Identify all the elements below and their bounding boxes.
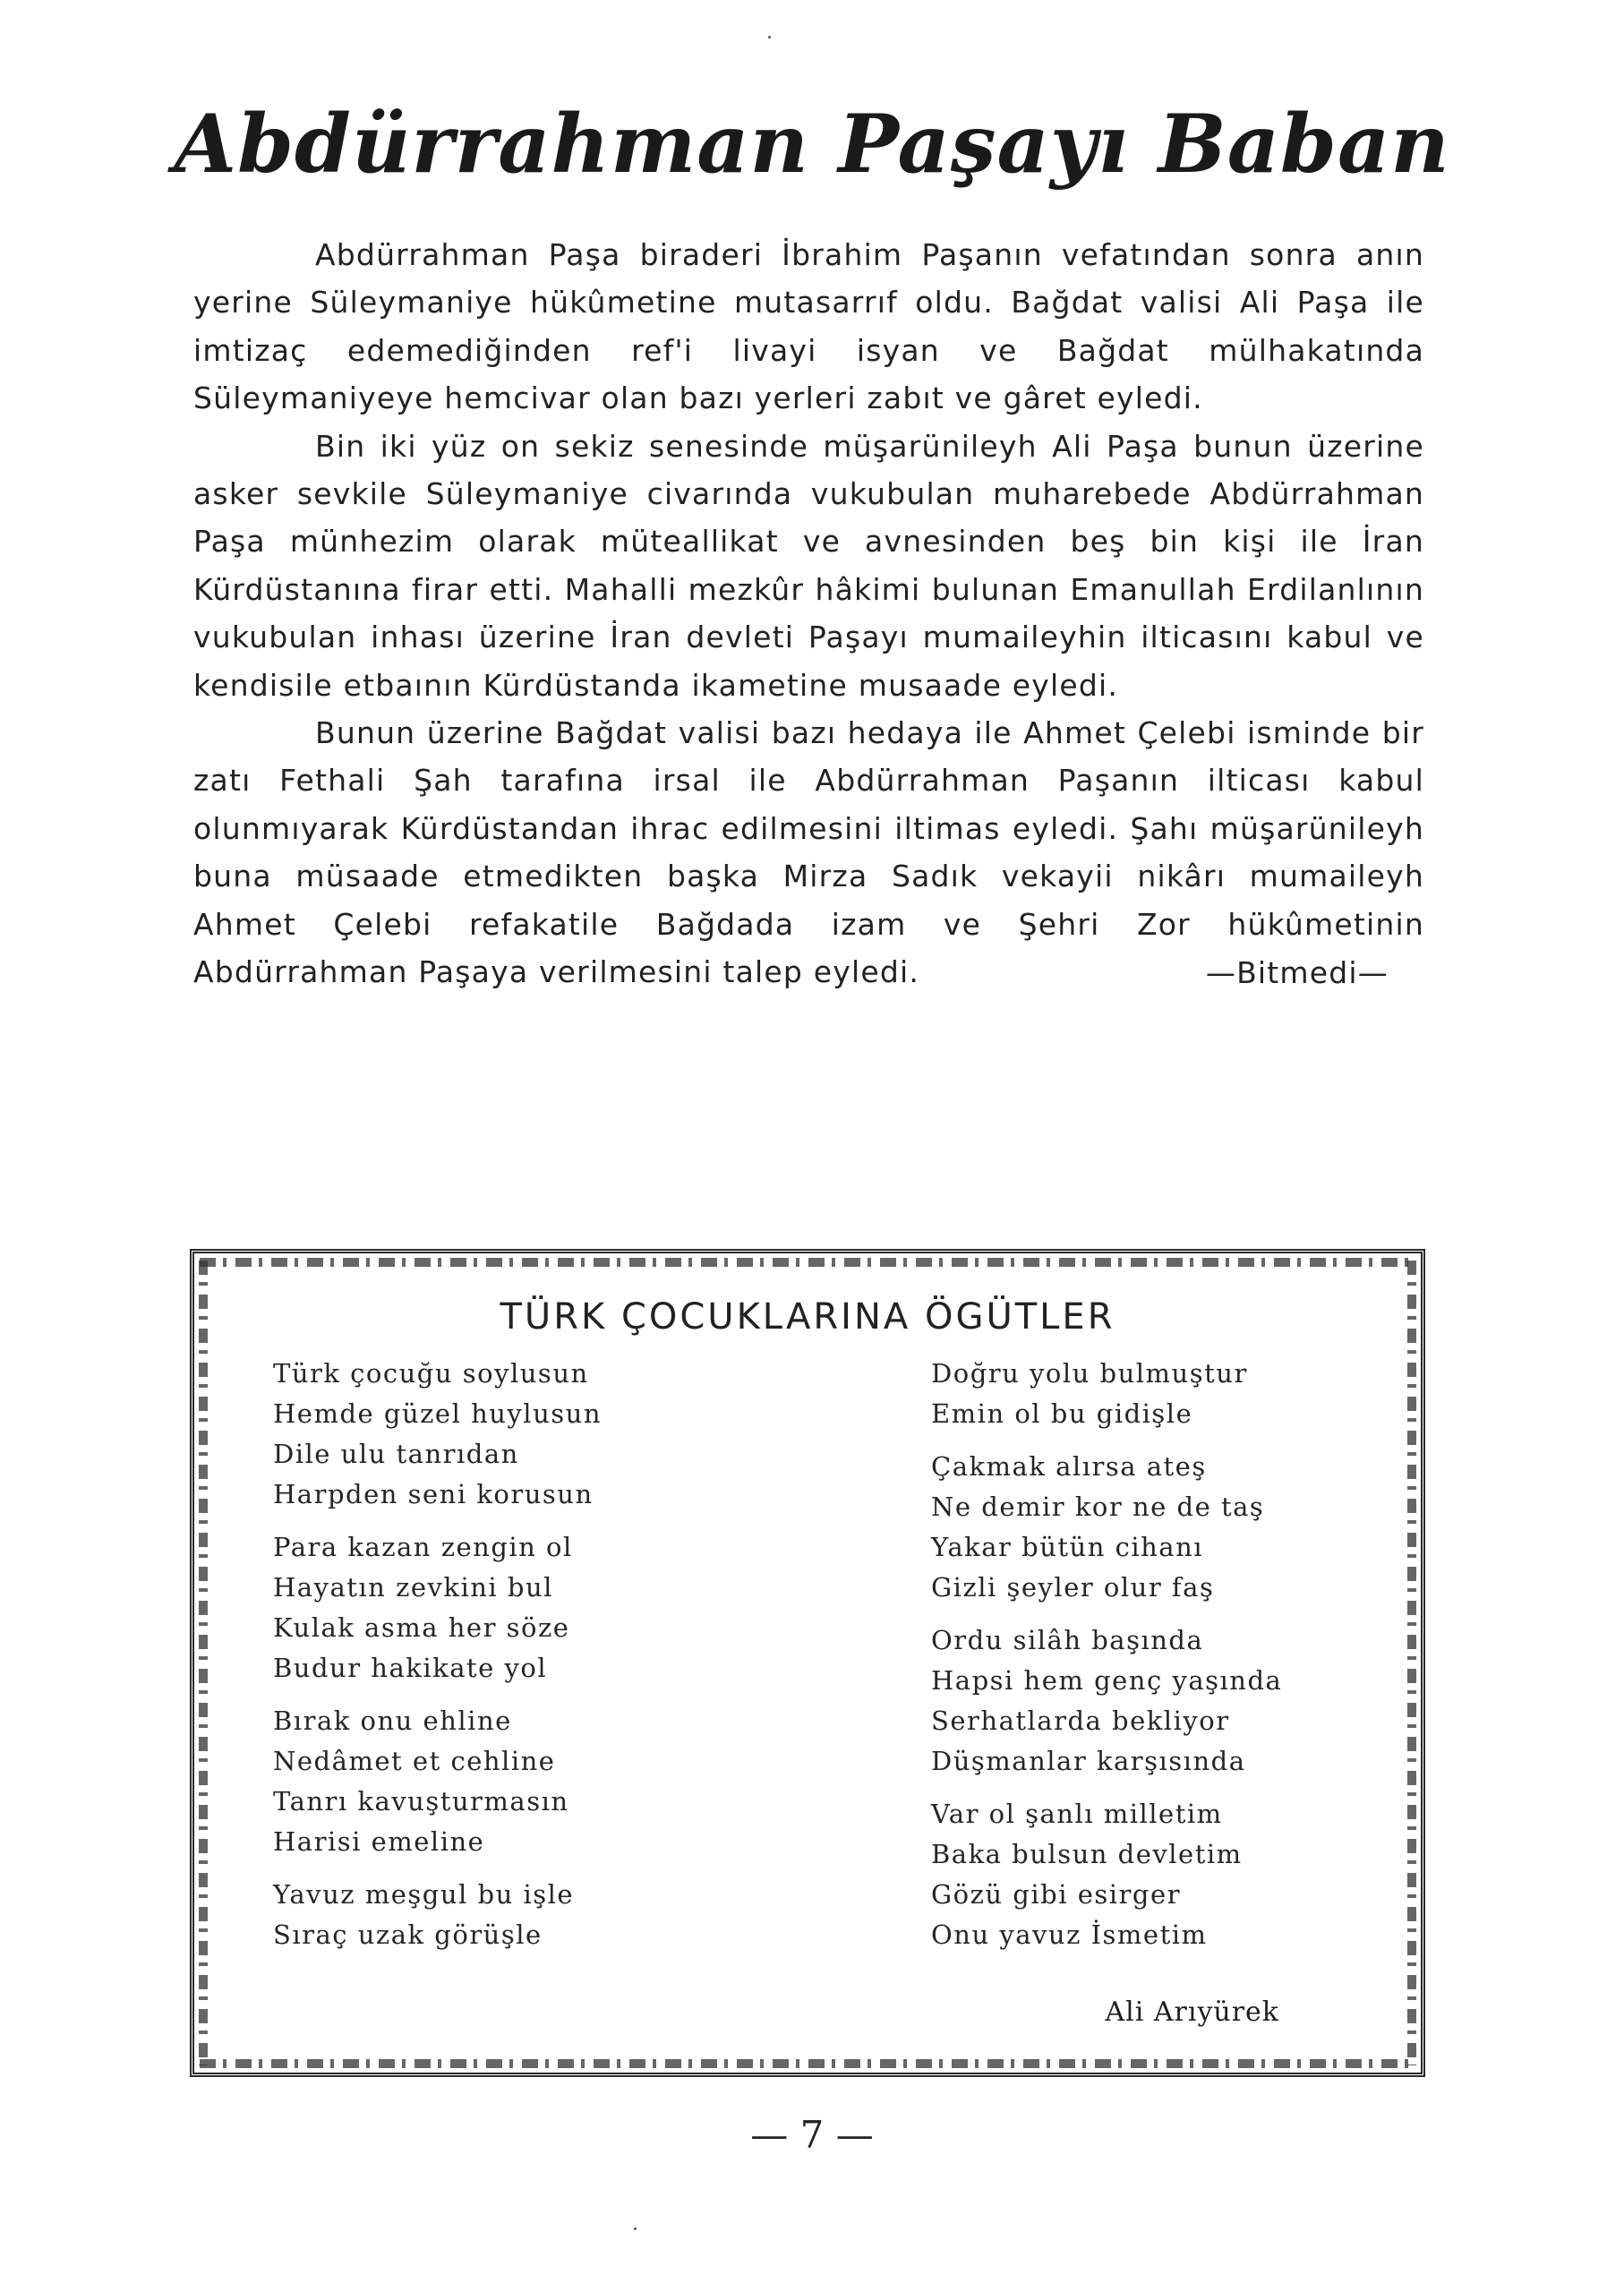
poem-line: Hayatın zevkini bul	[273, 1572, 553, 1603]
poem-line: Gizli şeyler olur faş	[931, 1572, 1215, 1603]
poem-line: Bırak onu ehline	[273, 1706, 512, 1736]
poem-stanza	[931, 1794, 1397, 1955]
poem-line: Budur hakikate yol	[273, 1653, 548, 1683]
poem-line: Onu yavuz İsmetim	[931, 1919, 1208, 1950]
poem-stanza	[273, 1875, 774, 1955]
poem-line: Nedâmet et cehline	[273, 1746, 556, 1776]
poem-line: Gözü gibi esirger	[931, 1879, 1181, 1910]
page-title: Abdürrahman Paşayı Baban	[174, 97, 1450, 192]
poem-line: Düşmanlar karşısında	[931, 1746, 1246, 1776]
poem-title: TÜRK ÇOCUKLARINA ÖGÜTLER	[500, 1296, 1115, 1338]
poem-line: Baka bulsun devletim	[931, 1839, 1243, 1869]
poem-line: Ordu silâh başında	[931, 1625, 1204, 1655]
poem-stanza	[273, 1527, 774, 1688]
poem-stanza	[931, 1620, 1397, 1782]
page-number: — 7 —	[750, 2113, 874, 2157]
continued-note: —Bitmedi—	[1205, 954, 1389, 990]
scan-speck	[634, 2227, 637, 2230]
poem-stanza	[273, 1701, 774, 1862]
article-paragraph: Bunun üzerine Bağdat valisi bazı hedaya ile Ahmet Çelebi isminde bir zatı Fethali Şah tarafına irsal ile Abdürrahman Paşanın ilticası kabul olunmıyarak Kürdüstandan ihrac edilmesini iltimas eyledi. Şahı müşarünileyh buna müsaade etmedikten başka Mirza Sadık vekayii nikârı mumaileyh Ahmet Çelebi refakatile Bağdada izam ve Şehri Zor hükûmetinin Abdürrahman Paşaya verilmesini talep eyledi.	[193, 715, 1424, 990]
poem-line: Yakar bütün cihanı	[931, 1532, 1204, 1562]
article-paragraph: Abdürrahman Paşa biraderi İbrahim Paşanın vefatından sonra anın yerine Süleymaniye hükûmetine mutasarrıf oldu. Bağdat valisi Ali Paşa ile imtizaç edemediğinden ref'i livayi isyan ve Bağdat mülhakatında Süleymaniyeye hemcivar olan bazı yerleri zabıt ve gâret eyledi.	[193, 237, 1424, 416]
poem-line: Ne demir kor ne de taş	[931, 1492, 1265, 1522]
poem-line: Yavuz meşgul bu işle	[273, 1879, 575, 1910]
poem-column-right	[931, 1354, 1397, 1968]
poem-line: Çakmak alırsa ateş	[931, 1451, 1207, 1482]
article-paragraph: Bin iki yüz on sekiz senesinde müşarünileyh Ali Paşa bunun üzerine asker sevkile Süleymaniye civarında vukubulan muharebede Abdürrahman Paşa münhezim olarak müteallikat ve avnesinden beş bin kişi ile İran Kürdüstanına firar etti. Mahalli mezkûr hâkimi bulunan Emanullah Erdilanlının vukubulan inhası üzerine İran devleti Paşayı mumaileyhin ilticasını kabul ve kendisile etbaının Kürdüstanda ikametine musaade eyledi.	[193, 428, 1424, 703]
poem-line: Serhatlarda bekliyor	[931, 1706, 1230, 1736]
poem-line: Sıraç uzak görüşle	[273, 1919, 543, 1950]
scan-speck	[768, 36, 771, 38]
poem-line: Doğru yolu bulmuştur	[931, 1358, 1248, 1389]
poem-line: Para kazan zengin ol	[273, 1532, 573, 1562]
poem-line: Hapsi hem genç yaşında	[931, 1665, 1283, 1696]
poem-column-left	[273, 1354, 774, 1968]
poem-line: Var ol şanlı milletim	[931, 1799, 1223, 1829]
poem-line: Tanrı kavuşturmasın	[273, 1786, 569, 1817]
poem-line: Dile ulu tanrıdan	[273, 1439, 519, 1469]
poem-line: Harisi emeline	[273, 1826, 485, 1857]
poem-line: Hemde güzel huylusun	[273, 1398, 602, 1429]
poem-box	[190, 1249, 1425, 2077]
poem-author: Ali Arıyürek	[1105, 1996, 1279, 2028]
decorative-border-left	[199, 1261, 208, 2065]
poem-stanza	[931, 1354, 1397, 1434]
decorative-border-right	[1407, 1261, 1416, 2065]
poem-stanza	[931, 1447, 1397, 1608]
poem-line: Türk çocuğu soylusun	[273, 1358, 589, 1389]
article-body	[193, 231, 1424, 996]
poem-line: Emin ol bu gidişle	[931, 1398, 1193, 1429]
poem-line: Kulak asma her söze	[273, 1612, 570, 1643]
poem-line: Harpden seni korusun	[273, 1479, 594, 1509]
poem-stanza	[273, 1354, 774, 1515]
